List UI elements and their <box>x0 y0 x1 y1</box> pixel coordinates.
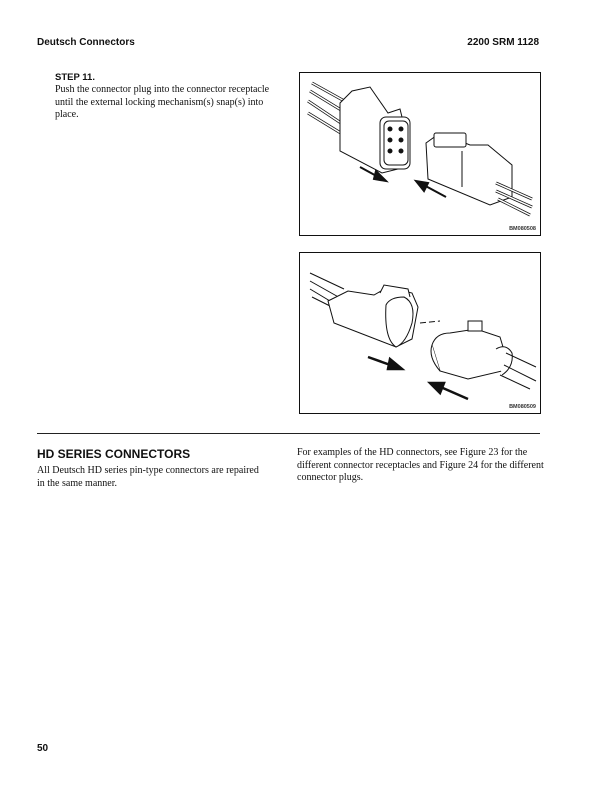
section-paragraph-right: For examples of the HD connectors, see Figure 23 for the different connector receptacles and Figure 24 for the different connector plugs. <box>297 447 544 483</box>
running-header-doc-number: 2200 SRM 1128 <box>467 37 539 48</box>
figure-connector-six-pin <box>299 72 541 236</box>
step-title: STEP 11. <box>55 72 95 83</box>
figure-code: BM080509 <box>509 404 536 410</box>
page-number: 50 <box>37 743 49 754</box>
figure-connector-alignment <box>299 252 541 414</box>
connector-illustration-1 <box>300 73 540 235</box>
step-instructions: Push the connector plug into the connector receptacle until the external locking mechanism(s) snap(s) into place. <box>55 84 270 120</box>
figure-code: BM080508 <box>509 226 536 232</box>
connector-illustration-2 <box>300 253 540 413</box>
section-divider <box>37 433 540 434</box>
section-paragraph-left: All Deutsch HD series pin-type connectors are repaired in the same manner. <box>37 465 259 489</box>
running-header-title: Deutsch Connectors <box>37 37 135 48</box>
section-heading: HD SERIES CONNECTORS <box>37 447 191 461</box>
